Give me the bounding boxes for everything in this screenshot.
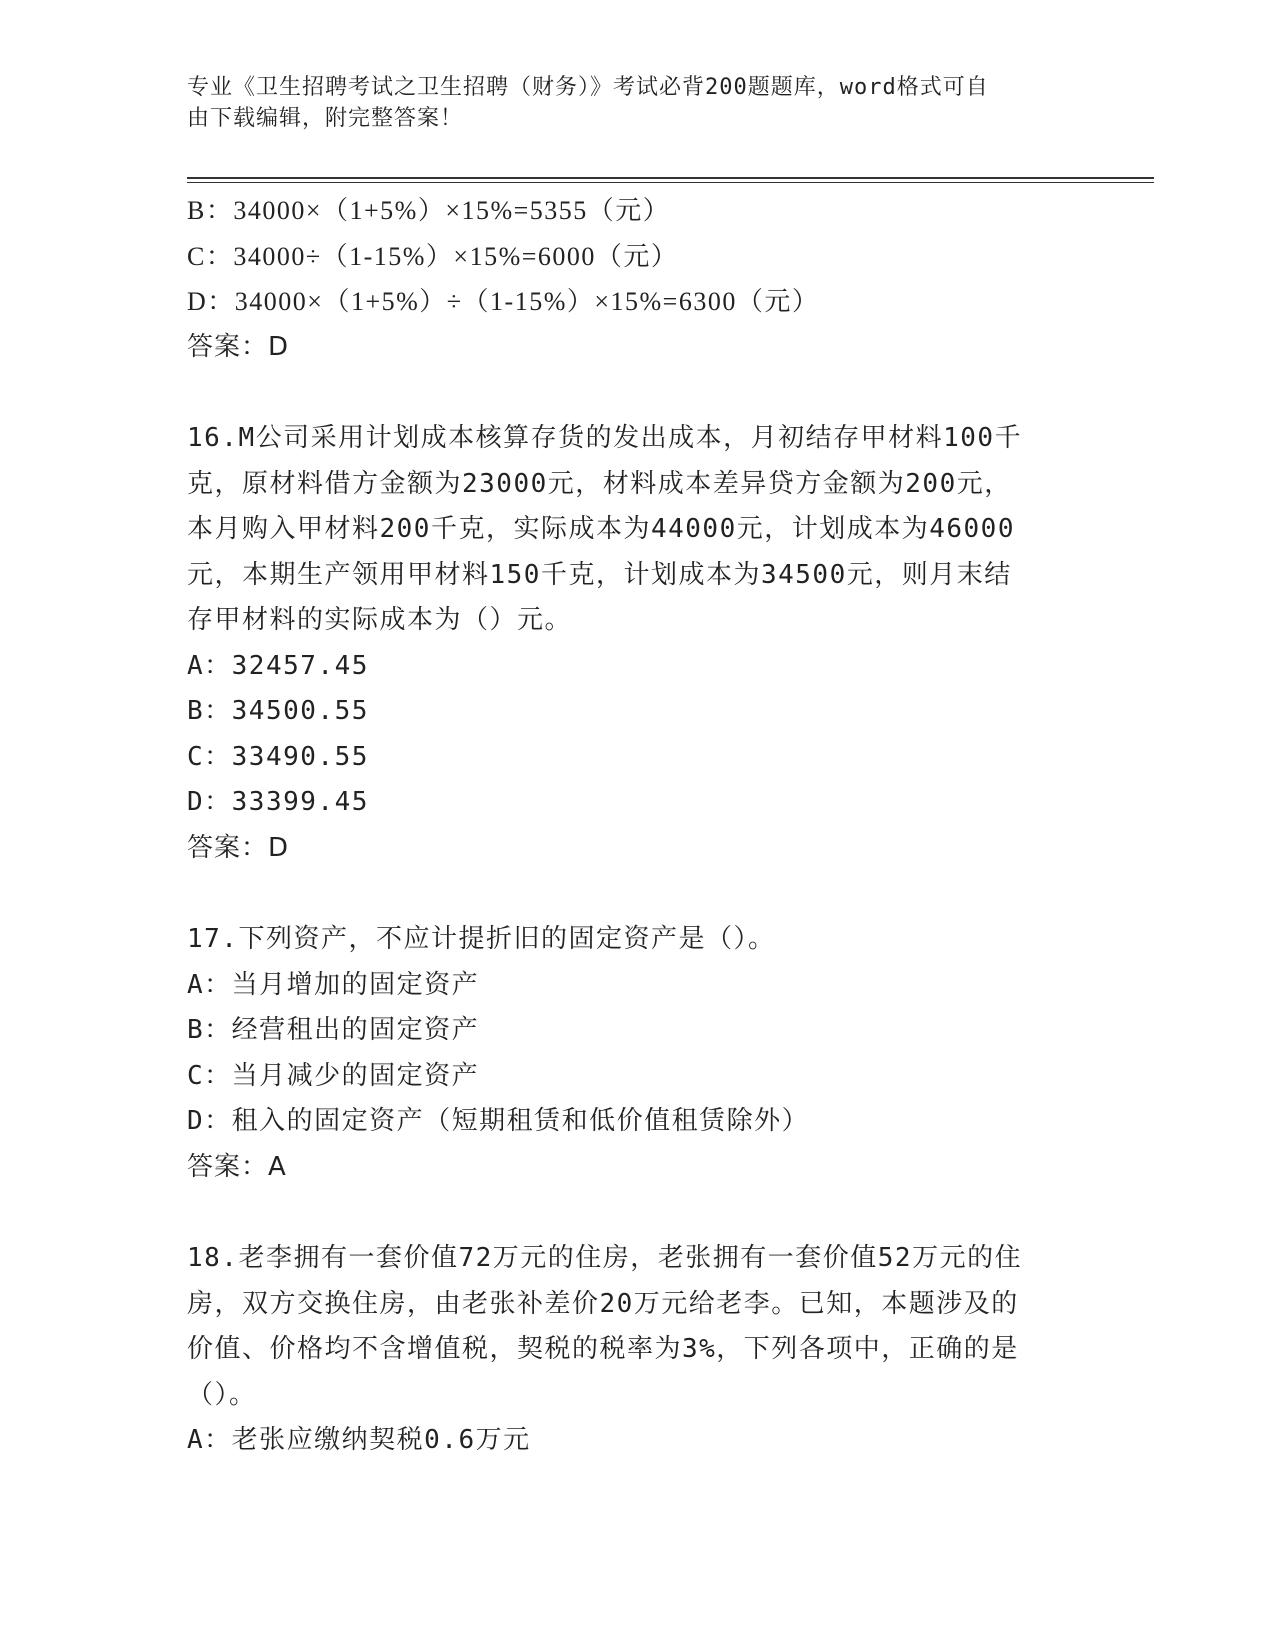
q15-option-b: B：34000×（1+5%）×15%=5355（元） xyxy=(187,196,671,225)
question-16-block xyxy=(187,416,1087,871)
spacer xyxy=(187,370,1087,416)
q16-stem-line-3: 本月购入甲材料200千克，实际成本为44000元，计划成本为46000 xyxy=(187,514,1015,544)
q17-option-b: B：经营租出的固定资产 xyxy=(187,1015,480,1045)
q17-option-c: C：当月减少的固定资产 xyxy=(187,1060,480,1091)
q15-answer: 答案：D xyxy=(187,331,290,362)
q16-stem-line-4: 元，本期生产领用甲材料150千克，计划成本为34500元，则月末结 xyxy=(187,559,1012,590)
q16-option-b: B：34500.55 xyxy=(187,696,369,726)
q15-option-c: C：34000÷（1-15%）×15%=6000（元） xyxy=(187,241,679,271)
q15-option-d: D：34000×（1+5%）÷（1-15%）×15%=6300（元） xyxy=(187,287,820,316)
q16-option-c: C：33490.55 xyxy=(187,741,369,772)
question-15-block xyxy=(187,188,1087,370)
q17-answer: 答案：A xyxy=(187,1151,287,1182)
question-17-block xyxy=(187,917,1087,1190)
q18-option-a: A：老张应缴纳契税0.6万元 xyxy=(187,1425,531,1455)
question-18-block xyxy=(187,1236,1087,1464)
header-divider-thick xyxy=(187,177,1154,179)
q16-stem-line-1: 16.M公司采用计划成本核算存货的发出成本，月初结存甲材料100千 xyxy=(187,423,1023,453)
q16-option-d: D：33399.45 xyxy=(187,787,369,817)
q18-stem-line-4: （）。 xyxy=(187,1379,257,1410)
q16-stem-line-2: 克，原材料借方金额为23000元，材料成本差异贷方金额为200元， xyxy=(187,468,1012,499)
spacer xyxy=(187,1190,1087,1236)
q16-option-a: A：32457.45 xyxy=(187,650,369,681)
header-line-2: 由下载编辑，附完整答案！ xyxy=(187,106,464,131)
q17-option-a: A：当月增加的固定资产 xyxy=(187,969,480,1000)
q18-stem-line-1: 18.老李拥有一套价值72万元的住房，老张拥有一套价值52万元的住 xyxy=(187,1243,1023,1273)
spacer xyxy=(187,871,1087,917)
q18-stem-line-2: 房，双方交换住房，由老张补差价20万元给老李。已知，本题涉及的 xyxy=(187,1288,1019,1319)
q17-option-d: D：租入的固定资产（短期租赁和低价值租赁除外） xyxy=(187,1106,810,1136)
q18-stem-line-3: 价值、价格均不含增值税，契税的税率为3%，下列各项中，正确的是 xyxy=(187,1334,1019,1364)
header-line-1: 专业《卫生招聘考试之卫生招聘（财务）》考试必背200题题库，word格式可自 xyxy=(187,75,989,100)
q16-stem-line-5: 存甲材料的实际成本为（）元。 xyxy=(187,605,573,635)
header-divider-thin xyxy=(187,182,1154,183)
document-header xyxy=(187,72,1067,134)
q17-stem-line-1: 17.下列资产，不应计提折旧的固定资产是（）。 xyxy=(187,924,776,954)
document-body xyxy=(187,188,1087,1464)
q16-answer: 答案：D xyxy=(187,832,290,863)
